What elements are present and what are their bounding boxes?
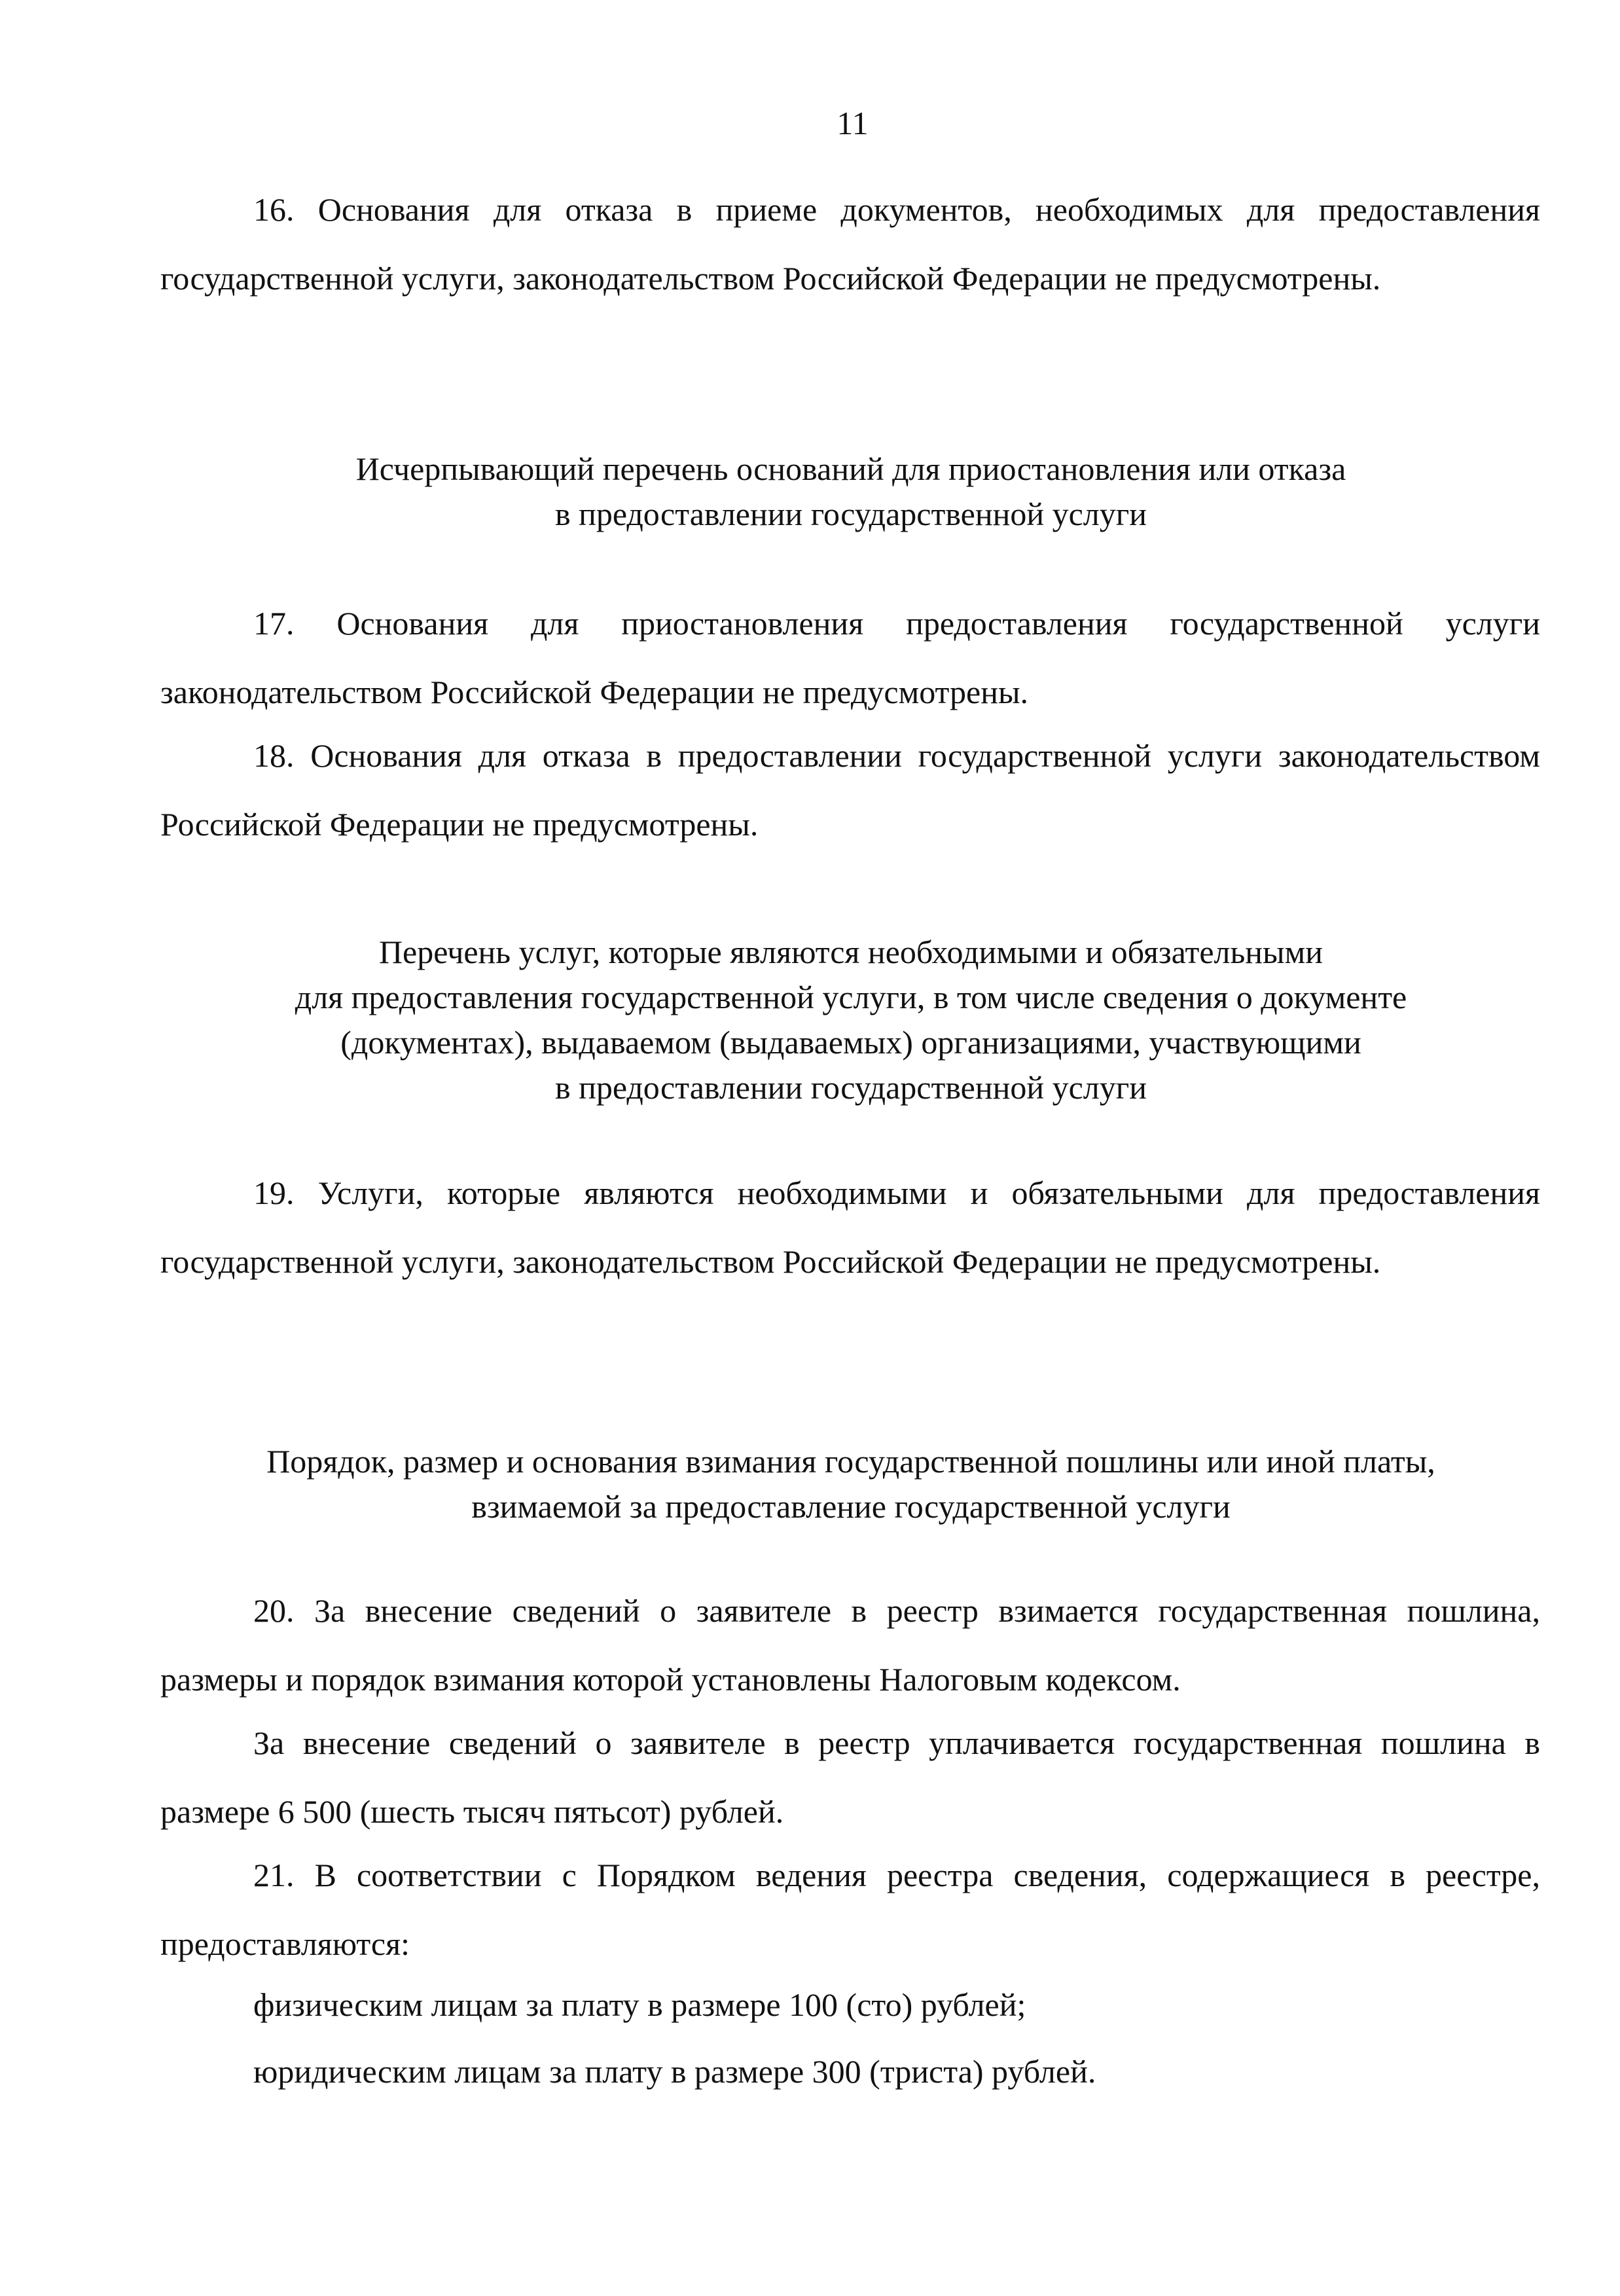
heading-line: в предоставлении государственной услуги [554,1069,1147,1106]
list-item-individuals: физическим лицам за плату в размере 100 (сто) рублей; [253,1986,1026,2023]
paragraph-20: 20. За внесение сведений о заявителе в реестр взимается государственная пошлина, размеры и порядок взимания которой установлены Налоговым кодексом. [160,1592,1540,1698]
heading-line: в предоставлении государственной услуги [554,496,1147,532]
section-heading-required-services [151,930,1551,1110]
paragraph-18: 18. Основания для отказа в предоставлении государственной услуги законодательством Российской Федерации не предусмотрены. [160,737,1540,843]
heading-line: Порядок, размер и основания взимания государственной пошлины или иной платы, [266,1443,1435,1480]
heading-line: (документах), выдаваемом (выдаваемых) организациями, участвующими [340,1024,1361,1061]
section-heading-state-fee [151,1439,1551,1529]
list-item-legal-entities: юридическим лицам за плату в размере 300 (триста) рублей. [253,2053,1096,2090]
paragraph-16: 16. Основания для отказа в приеме документов, необходимых для предоставления государственной услуги, законодательством Российской Федерации не предусмотрены. [160,191,1540,297]
heading-line: для предоставления государственной услуги, в том числе сведения о документе [295,979,1407,1015]
heading-line: Исчерпывающий перечень оснований для приостановления или отказа [355,450,1346,487]
heading-line: взимаемой за предоставление государственной услуги [471,1488,1231,1525]
paragraph-20-fee-amount: За внесение сведений о заявителе в реестр уплачивается государственная пошлина в размере 6 500 (шесть тысяч пятьсот) рублей. [160,1724,1540,1830]
page-number: 11 [837,105,869,141]
section-heading-suspension-refusal [151,446,1551,537]
paragraph-19: 19. Услуги, которые являются необходимыми и обязательными для предоставления государственной услуги, законодательством Российской Федерации не предусмотрены. [160,1175,1540,1280]
paragraph-17: 17. Основания для приостановления предоставления государственной услуги законодательством Российской Федерации не предусмотрены. [160,605,1540,710]
paragraph-21: 21. В соответствии с Порядком ведения реестра сведения, содержащиеся в реестре, предоставляются: [160,1857,1540,1962]
heading-line: Перечень услуг, которые являются необходимыми и обязательными [378,934,1323,970]
